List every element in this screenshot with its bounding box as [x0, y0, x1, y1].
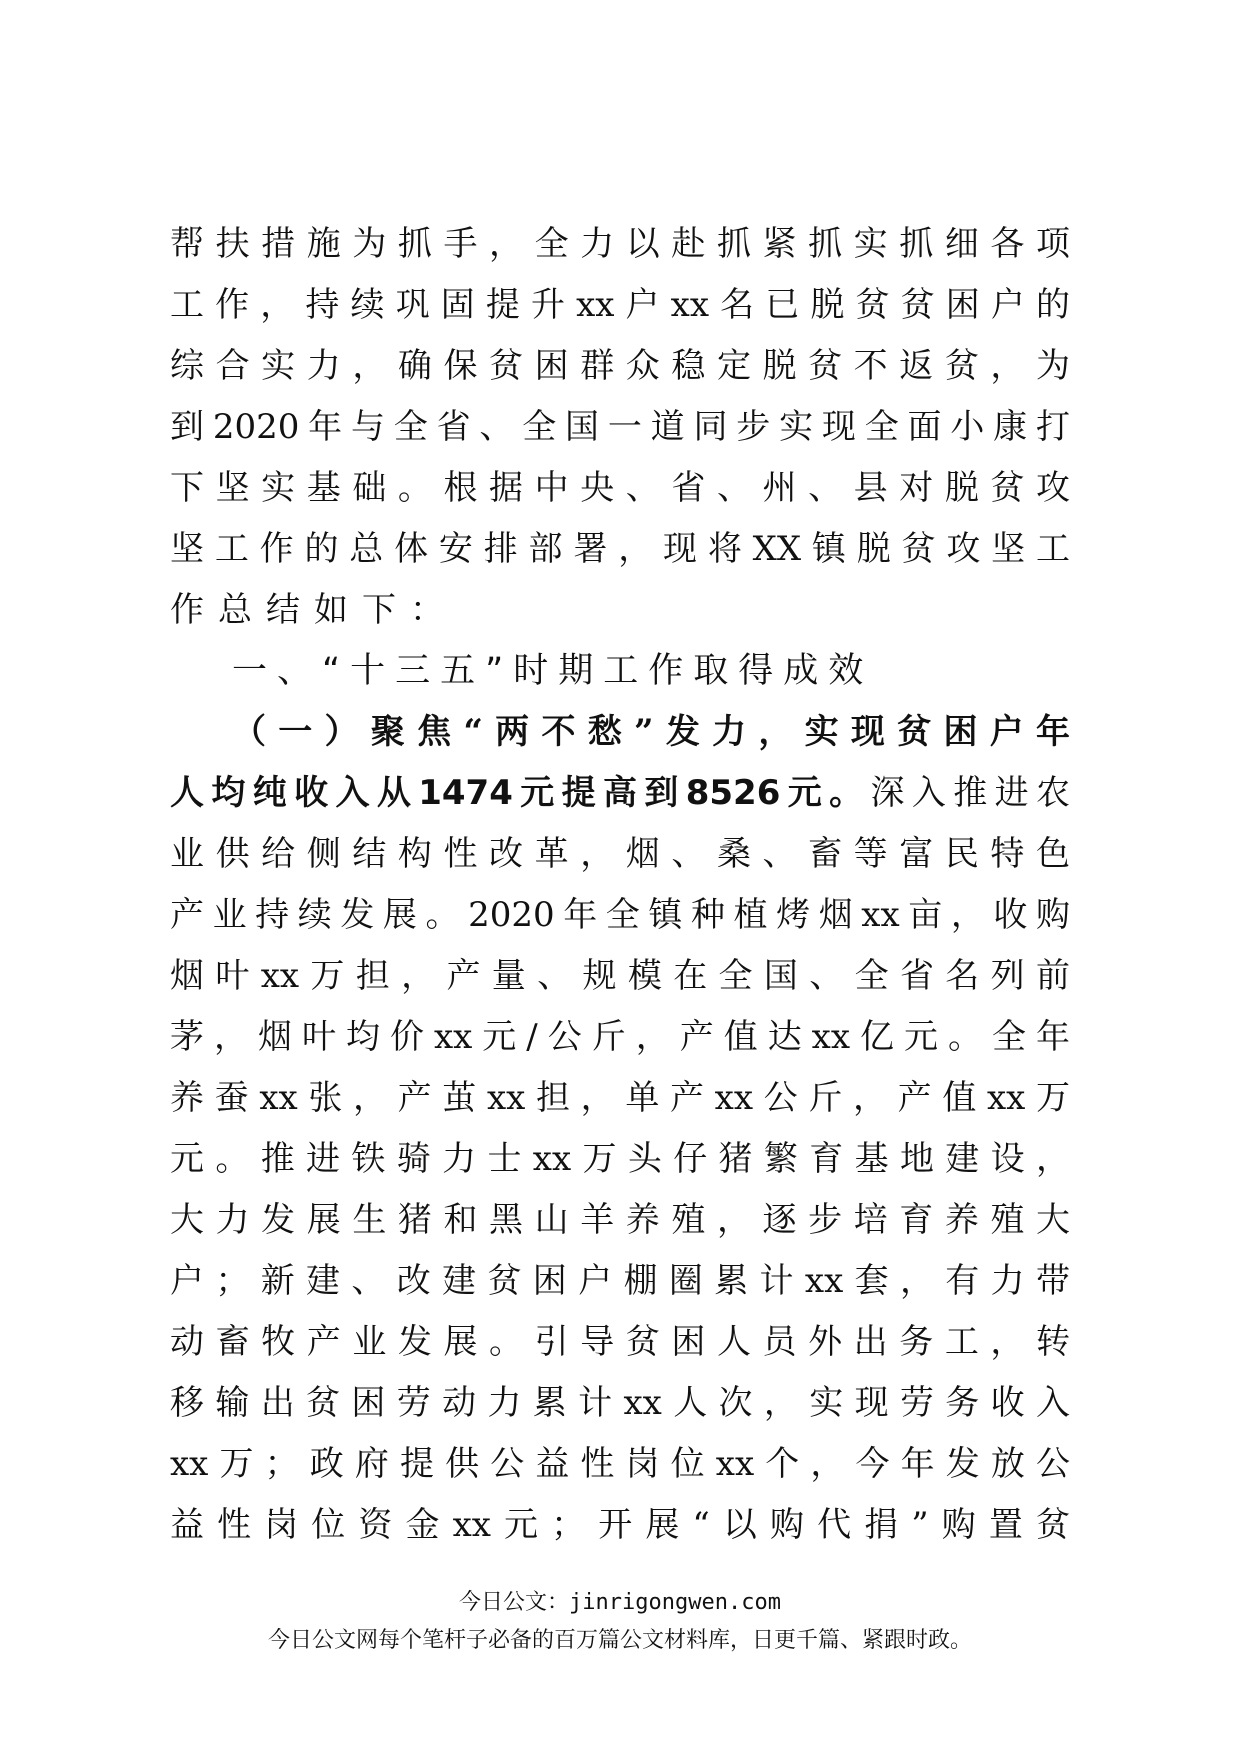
- body-line-6: 坚工作的总体安排部署，现将XX镇脱贫攻坚工: [170, 529, 1070, 569]
- para-line-2: 产业持续发展。2020年全镇种植烤烟xx亩，收购: [170, 895, 1070, 935]
- para-line-11: xx万；政府提供公益性岗位xx个，今年发放公: [170, 1444, 1070, 1484]
- para-line-8: 户；新建、改建贫困户棚圈累计xx套，有力带: [170, 1261, 1070, 1301]
- para-line-5: 养蚕xx张，产茧xx担，单产xx公斤，产值xx万: [170, 1078, 1070, 1118]
- para-line-1: 业供给侧结构性改革，烟、桑、畜等富民特色: [170, 834, 1070, 874]
- body-line-7: 作总结如下：: [170, 590, 458, 630]
- body-line-3: 综合实力，确保贫困群众稳定脱贫不返贫，为: [170, 346, 1070, 386]
- footer-source: [0, 1588, 1240, 1618]
- subsection-heading-line-1: （一）聚焦“两不愁”发力，实现贫困户年: [232, 712, 1070, 752]
- body-line-1: 帮扶措施为抓手，全力以赴抓紧抓实抓细各项: [170, 224, 1070, 264]
- para-line-6: 元。推进铁骑力士xx万头仔猪繁育基地建设，: [170, 1139, 1070, 1179]
- section-heading: 一、“十三五”时期工作取得成效: [232, 651, 874, 691]
- para-line-9: 动畜牧产业发展。引导贫困人员外出务工，转: [170, 1322, 1070, 1362]
- body-line-5: 下坚实基础。根据中央、省、州、县对脱贫攻: [170, 468, 1070, 508]
- subsection-line-rest: 深入推进农: [870, 773, 1070, 813]
- body-line-2: 工作，持续巩固提升xx户xx名已脱贫贫困户的: [170, 285, 1070, 325]
- footer-label: 今日公文：: [459, 1590, 570, 1615]
- para-line-7: 大力发展生猪和黑山羊养殖，逐步培育养殖大: [170, 1200, 1070, 1240]
- subsection-heading-line-2: [170, 763, 1070, 823]
- para-line-3: 烟叶xx万担，产量、规模在全国、全省名列前: [170, 956, 1070, 996]
- para-line-12: 益性岗位资金xx元；开展“以购代捐”购置贫: [170, 1505, 1070, 1545]
- footer-slogan: 今日公文网每个笔杆子必备的百万篇公文材料库，日更千篇、紧跟时政。: [267, 1628, 972, 1653]
- footer-url-link[interactable]: jinrigongwen.com: [569, 1590, 781, 1615]
- subsection-heading-bold: 人均纯收入从1474元提高到8526元。: [170, 773, 871, 813]
- para-line-10: 移输出贫困劳动力累计xx人次，实现劳务收入: [170, 1383, 1070, 1423]
- para-line-4: 茅，烟叶均价xx元/公斤，产值达xx亿元。全年: [170, 1017, 1070, 1057]
- body-line-4: 到2020年与全省、全国一道同步实现全面小康打: [170, 407, 1070, 447]
